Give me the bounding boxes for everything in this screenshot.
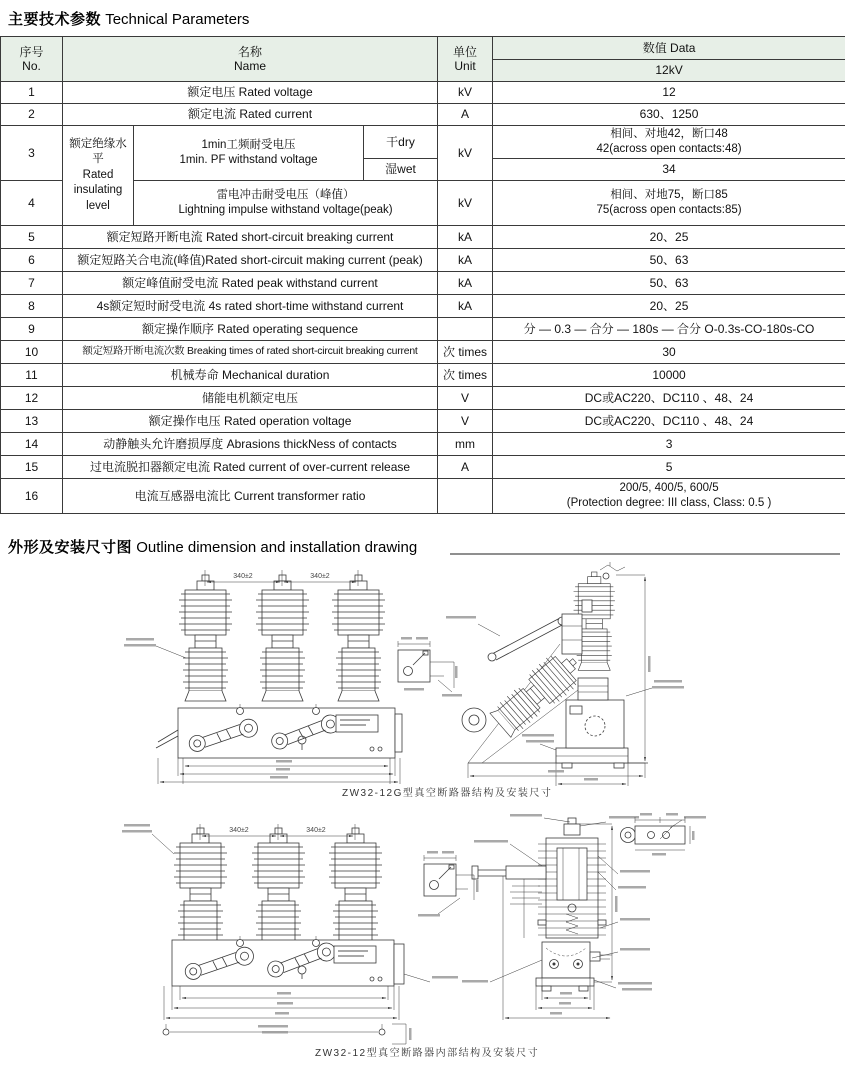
insulating-level-group: 额定绝缘水平 Rated insulating level [63, 126, 134, 226]
header-name: 名称 Name [63, 37, 438, 82]
outline-drawing-zw32-12 [0, 812, 845, 1048]
svg-text:340±2: 340±2 [229, 827, 249, 834]
front-view-zw32-12 [122, 824, 458, 1044]
table-row: 13 额定操作电压 Rated operation voltage V DC或AC220、DC110 、48、24 [1, 410, 845, 433]
table-row: 2 额定电流 Rated current A 630、1250 [1, 104, 845, 126]
drawing-2-caption: ZW32-12型真空断路器内部结构及安装尺寸 [315, 1048, 540, 1059]
table-row: 10 额定短路开断电流次数 Breaking times of rated short-circuit breaking current 次 times 30 [1, 341, 845, 364]
svg-text:340±2: 340±2 [306, 827, 326, 834]
side-view-zw32-12g [446, 562, 684, 786]
table-row: 14 动静触头允许磨损厚度 Abrasions thickNess of contacts mm 3 [1, 433, 845, 456]
outline-section-title [8, 536, 417, 557]
svg-text:340±2: 340±2 [310, 573, 330, 580]
outline-title-zh: 外形及安装尺寸图 [8, 539, 133, 556]
page-title-zh: 主要技术参数 [8, 11, 102, 28]
mounting-hole-detail-2 [418, 851, 479, 917]
table-row: 4 雷电冲击耐受电压（峰值） Lightning impulse withstand voltage(peak) kV 相间、对地75，断口85 75(across open contacts:85) [1, 181, 845, 226]
mounting-hole-detail-1 [398, 637, 462, 697]
table-row: 3 额定绝缘水平 Rated insulating level 1min工频耐受电压 1min. PF withstand voltage 干dry kV 相间、对地42，断口48 42(across open contacts:48) [1, 126, 845, 159]
ct-ratio-data-cell: 200/5, 400/5, 600/5 (Protection degree: III class, Class: 0.5 ) [493, 479, 845, 514]
technical-parameters-table [0, 36, 845, 514]
table-row: 12 储能电机额定电压 V DC或AC220、DC110 、48、24 [1, 387, 845, 410]
impulse-data-cell: 相间、对地75，断口85 75(across open contacts:85) [493, 181, 845, 226]
terminal-pad-detail [621, 813, 707, 856]
section-underline [450, 553, 840, 555]
drawing-1-caption: ZW32-12G型真空断路器结构及安装尺寸 [342, 788, 553, 799]
table-row: 1 额定电压 Rated voltage kV 12 [1, 82, 845, 104]
header-no: 序号 No. [1, 37, 63, 82]
svg-text:340±2: 340±2 [233, 573, 253, 580]
table-row: 15 过电流脱扣器额定电流 Rated current of over-current release A 5 [1, 456, 845, 479]
lightning-impulse-cell: 雷电冲击耐受电压（峰值） Lightning impulse withstand voltage(peak) [134, 181, 438, 226]
table-row: 11 机械寿命 Mechanical duration 次 times 10000 [1, 364, 845, 387]
pf-withstand-cell: 1min工频耐受电压 1min. PF withstand voltage [134, 126, 364, 181]
header-unit: 单位 Unit [438, 37, 493, 82]
header-data-voltage: 12kV [493, 60, 845, 82]
table-row: 6 额定短路关合电流(峰值)Rated short-circuit making current (peak) kA 50、63 [1, 249, 845, 272]
outline-title-en: Outline dimension and installation drawing [136, 539, 418, 556]
table-row: 湿wet 34 [1, 159, 845, 181]
outline-drawing-zw32-12g [0, 560, 845, 808]
table-row: 16 电流互感器电流比 Current transformer ratio 200/5, 400/5, 600/5 (Protection degree: III class, Class: 0.5 ) [1, 479, 845, 514]
dry-data-cell: 相间、对地42，断口48 42(across open contacts:48) [493, 126, 845, 159]
front-view-zw32-12g [124, 570, 402, 784]
section-view-pole [462, 814, 652, 1020]
table-row: 7 额定峰值耐受电流 Rated peak withstand current kA 50、63 [1, 272, 845, 295]
header-data: 数值 Data [493, 37, 845, 60]
table-row: 9 额定操作顺序 Rated operating sequence 分 — 0.3 — 合分 — 180s — 合分 O-0.3s-CO-180s-CO [1, 318, 845, 341]
page-title-en: Technical Parameters [105, 11, 250, 28]
table-row: 5 额定短路开断电流 Rated short-circuit breaking current kA 20、25 [1, 226, 845, 249]
table-row: 8 4s额定短时耐受电流 4s rated short-time withstand current kA 20、25 [1, 295, 845, 318]
page-title [8, 8, 249, 29]
